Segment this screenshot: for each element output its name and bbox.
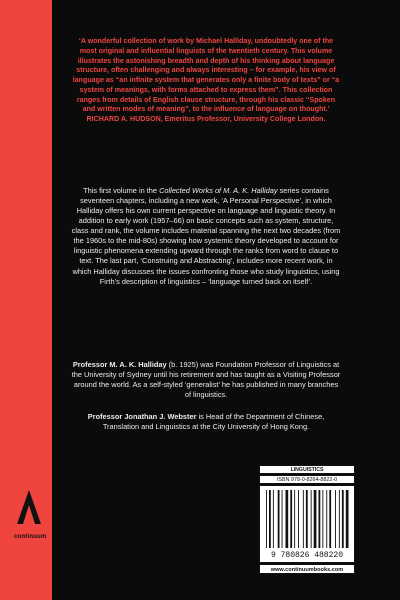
barcode-bar [303,490,304,548]
barcode-bar [290,490,292,548]
barcode-bar [346,490,349,548]
barcode-bar [335,490,336,548]
barcode-digits: 9 780826 488220 [270,551,344,560]
barcode-bar [306,490,308,548]
isbn-label: ISBN 978-0-8264-8822-0 [259,475,355,484]
barcode-bar [286,490,289,548]
author-bio-text-webster: is Head of the Department of Chinese, Translation and Linguistics at the City University of Hong Kong. [102,412,325,432]
publisher-name: continuum [14,534,47,540]
publisher-logo [14,487,47,541]
barcode-bar [266,490,267,548]
subject-label: LINGUISTICS [259,465,355,474]
barcode-bar [269,490,271,548]
barcode-block [259,465,355,577]
author-name-webster: Professor Jonathan J. Webster [87,412,197,421]
barcode-bar [298,490,299,548]
barcode-bar [273,490,274,548]
barcode-bar [278,490,280,548]
endorsement-quote [70,37,342,125]
barcode-bar [322,490,323,548]
barcode-bar [294,490,295,548]
continuum-logo-icon [14,487,44,527]
barcode-bar [319,490,321,548]
book-description [70,186,342,287]
barcode-bars [260,486,354,562]
barcode-bar [314,490,317,548]
barcode-bar [339,490,340,548]
quote-text: ‘A wonderful collection of work by Michael Halliday, undoubtedly one of the most original and influential linguists of the twentieth century. This volume illustrates the astonishing breadth and depth of his thinking about language structure, often challenging and always interesting – for example, his view of language as “an infinite system that generates only a finite body of texts” or “a system of meanings, with forms attached to express them”. This collection ranges from details of English clause structure, through his classic “Spoken and written modes of meaning”, to the influence of language on thought.’ [72,37,340,114]
author-bio-text-halliday: (b. 1925) was Foundation Professor of Linguistics at the University of Sydney until his retirement and has taught as a Visiting Professor around the world. As a self-styled ‘generalist’ he has published in many branches of linguistics. [71,360,341,400]
publisher-website: www.continuumbooks.com [259,564,355,574]
barcode-bar [311,490,312,548]
author-name-halliday: Professor M. A. K. Halliday [72,360,167,369]
barcode-bar [326,490,327,548]
quote-attribution: RICHARD A. HUDSON, Emeritus Professor, University College London. [86,115,326,124]
author-bio-webster [70,412,342,432]
description-body: series contains seventeen chapters, including a new work, ‘A Personal Perspective’, in which Halliday offers his own current perspective on language and linguistic theory. In addition to early work (1957–66) on basic concepts such as system, structure, class and rank, the volume includes material spanning the next two decades (from the 1960s to the mid-80s) showing how systemic theory developed to account for linguistic phenomena extending upward through the ranks from word to clause to text. The last part, ‘Construing and Abstracting’, includes more recent work, in which Halliday discusses the issues confronting those who study linguistics, using Firth’s description of linguistics – ‘language turned back on itself’. [71,186,341,286]
barcode-bar [282,490,283,548]
series-title: Collected Works of M. A. K. Halliday [159,186,278,195]
barcode-bar [342,490,344,548]
description-intro: This first volume in the [83,186,160,195]
barcode-bar [329,490,331,548]
barcode [259,485,355,563]
author-bio-halliday [70,360,342,400]
